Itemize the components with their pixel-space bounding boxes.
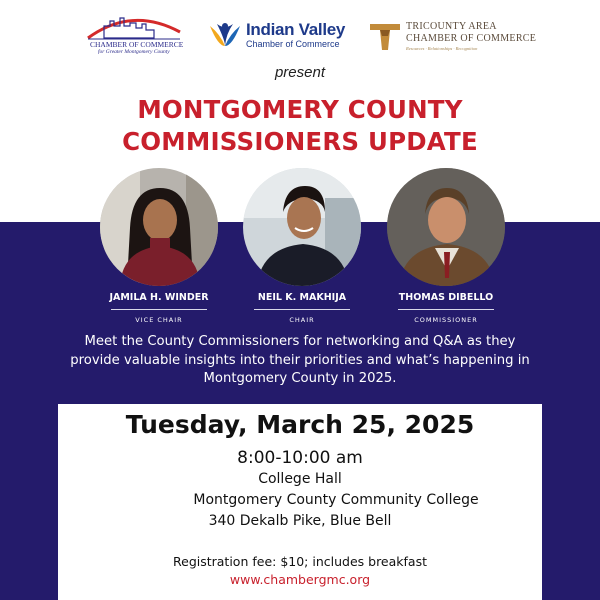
indian-valley-mark-icon	[208, 20, 242, 50]
intro-paragraph	[30, 333, 570, 389]
tricounty-name-line1: TRICOUNTY AREA	[406, 21, 497, 32]
venue-institution: Montgomery County Community College	[193, 492, 479, 508]
gmc-chamber-logo	[84, 12, 184, 58]
event-time: 8:00-10:00 am	[237, 448, 363, 468]
speaker-photo-makhija	[243, 168, 361, 286]
speaker-name-dibello: THOMAS DIBELLO	[398, 292, 494, 303]
event-date: Tuesday, March 25, 2025	[125, 410, 475, 439]
tricounty-name-line2: CHAMBER OF COMMERCE	[406, 33, 537, 44]
speaker-role-winder: VICE CHAIR	[135, 316, 183, 324]
portrait-makhija-image	[243, 168, 361, 286]
speaker-name-makhija: NEIL K. MAKHIJA	[257, 292, 347, 303]
indian-valley-name: Indian Valley	[246, 20, 346, 39]
speaker-photo-dibello	[387, 168, 505, 286]
speaker-divider-winder	[111, 309, 207, 310]
tricounty-logo	[368, 20, 538, 54]
event-title-line1: MONTGOMERY COUNTY	[137, 95, 463, 124]
present-label: present	[274, 64, 326, 81]
speaker-divider-makhija	[254, 309, 350, 310]
registration-fee: Registration fee: $10; includes breakfast	[173, 554, 427, 569]
gmc-skyline-icon	[84, 12, 184, 42]
event-title-line2: COMMISSIONERS UPDATE	[122, 127, 478, 156]
gmc-name: CHAMBER OF COMMERCE	[90, 40, 184, 49]
speaker-photo-winder	[100, 168, 218, 286]
portrait-dibello-image	[387, 168, 505, 286]
intro-line3: Montgomery County in 2025.	[203, 371, 397, 386]
portrait-winder-image	[100, 168, 218, 286]
gmc-subtitle: for Greater Montgomery County	[98, 49, 170, 55]
indian-valley-subtitle: Chamber of Commerce	[246, 39, 340, 49]
tricounty-tagline: Resources · Relationships · Recognition	[406, 46, 478, 51]
intro-line2: provide valuable insights into their priorities and what’s happening in	[70, 352, 530, 368]
tricounty-t-icon	[368, 20, 402, 52]
intro-line1: Meet the County Commissioners for networking and Q&A as they	[84, 334, 516, 349]
indian-valley-logo	[208, 20, 358, 54]
speaker-role-makhija: CHAIR	[289, 316, 315, 324]
website-link[interactable]: www.chambergmc.org	[229, 572, 371, 587]
venue-name: College Hall	[258, 471, 342, 487]
speaker-name-winder: JAMILA H. WINDER	[109, 292, 209, 303]
venue-address: 340 Dekalb Pike, Blue Bell	[208, 513, 392, 529]
speaker-role-dibello: COMMISSIONER	[414, 316, 478, 324]
speaker-divider-dibello	[398, 309, 494, 310]
